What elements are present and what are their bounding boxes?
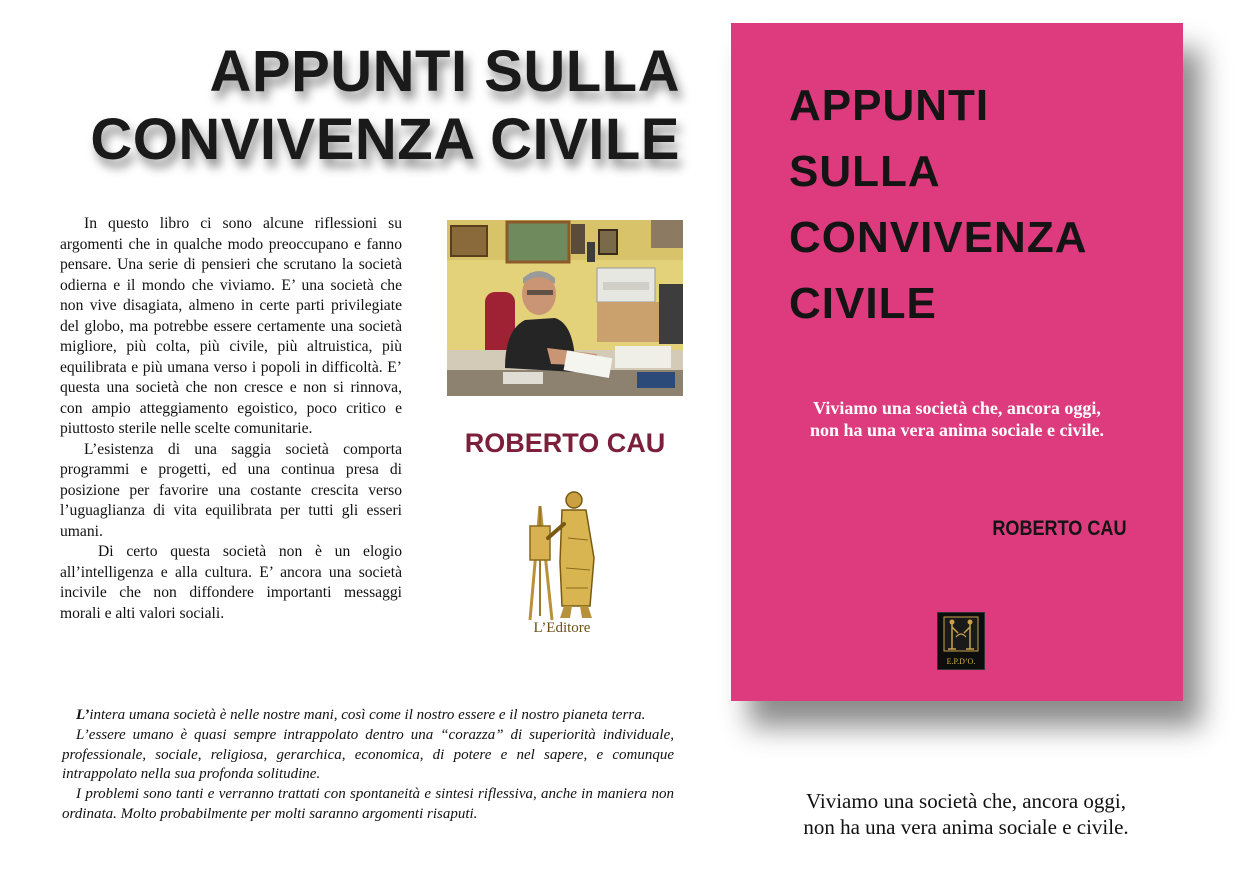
front-cover [731, 23, 1183, 701]
back-title-line-1: APPUNTI SULLA [209, 39, 680, 104]
quote-block [62, 706, 674, 825]
caption-line-2: non ha una vera anima sociale e civile. [803, 815, 1129, 839]
back-title-line-2: CONVIVENZA CIVILE [90, 107, 680, 172]
quote-paragraph-1 [62, 706, 674, 726]
back-cover-title [60, 38, 680, 174]
caption-line-1: Viviamo una società che, ancora oggi, [805, 789, 1127, 813]
cover-title-line-3: CONVIVENZA [789, 213, 1088, 262]
cover-title-line-4: CIVILE [789, 279, 937, 328]
cover-title-line-1: APPUNTI [789, 81, 990, 130]
cover-tagline [751, 397, 1163, 441]
back-author-name: ROBERTO CAU [464, 428, 666, 458]
quote-paragraph-2: L’essere umano è quasi sempre intrappolato dentro una “corazza” di superiorità individuale, professionale, sociale, religiosa, gerarchica, economica, di potere e nel sapere, e comunque intrappolato nella sua profonda solitudine. [62, 726, 674, 783]
author-photo [447, 220, 683, 396]
synopsis-paragraph-2: L’esistenza di una saggia società comporta programmi e progetti, ed una continua presa di posizione per favorire una costante crescita verso l’uguaglianza di vita equilibrata per tutti gli esseri umani. [60, 440, 402, 540]
author-photo-illustration [447, 220, 683, 396]
quote-paragraph-3: I problemi sono tanti e verranno trattati con spontaneità e sintesi riflessiva, anche in maniera non ordinata. Molto probabilmente per molti saranno argomenti risaputi. [62, 786, 674, 822]
synopsis-text [60, 214, 402, 624]
quote-lead: L’ [76, 707, 90, 723]
cover-tagline-line-2: non ha una vera anima sociale e civile. [810, 420, 1104, 440]
publisher-emblem-icon [938, 613, 984, 657]
publisher-label: L’Editore [533, 620, 591, 636]
publisher-logo-icon [524, 488, 604, 622]
cover-title-line-2: SULLA [789, 147, 941, 196]
synopsis-paragraph-1: In questo libro ci sono alcune riflessioni su argomenti che in qualche modo preoccupano e fanno pensare. Una serie di pensieri che scrutano la società odierna e il mondo che viviamo. E’ una società che non vive disagiata, almeno in certe parti privilegiate del globo, ma potrebbe essere certamente una società migliore, più colta, più civile, più altruistica, più equilibrata e più umana verso i popoli in difficoltà. E’ questa una società che non cresce e non si rinnova, con ampio atteggiamento egoistico, poco critico e piuttosto sterile nelle scelte comunitarie. [60, 215, 402, 437]
quote-text-1: intera umana società è nelle nostre mani, così come il nostro essere e il nostro pianeta terra. [89, 707, 646, 723]
caption-tagline [740, 788, 1192, 840]
cover-publisher-logo [937, 612, 985, 670]
cover-title [789, 73, 1169, 337]
cover-tagline-line-1: Viviamo una società che, ancora oggi, [813, 398, 1101, 418]
cover-logo-text: E.P.D’O. [946, 657, 976, 666]
synopsis-paragraph-3: Di certo questa società non è un elogio all’intelligenza e alla cultura. E’ ancora una società incivile che non diffondere importanti messaggi morali e alti valori sociali. [60, 543, 402, 622]
cover-author-name: ROBERTO CAU [992, 517, 1127, 540]
